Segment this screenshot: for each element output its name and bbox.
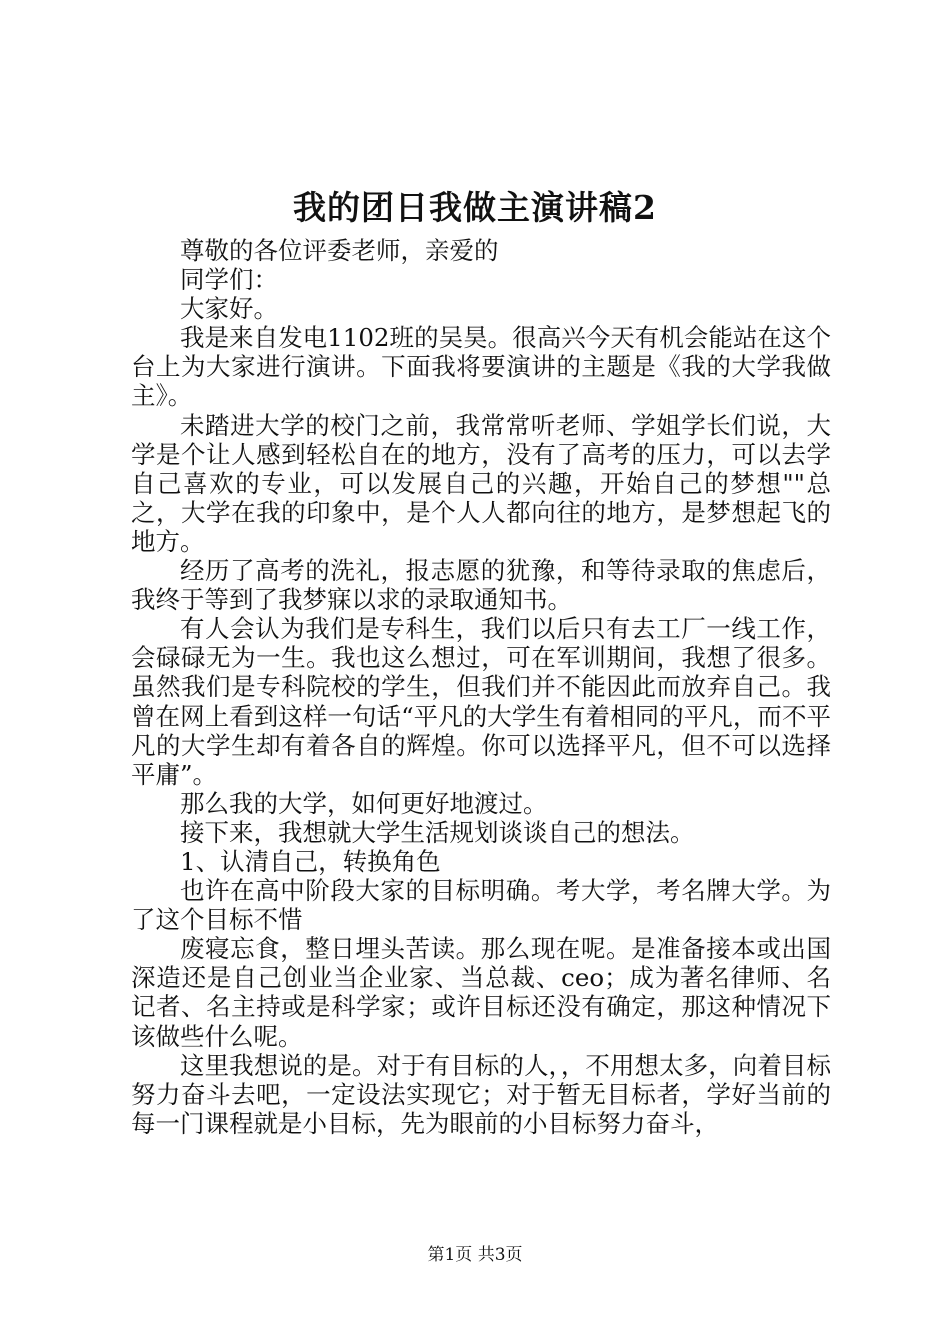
paragraph-salutation-cont: 同学们：	[180, 265, 278, 295]
paragraph-intro: 我是来自发电1102班的吴昊。很高兴今天有机会能站在这个台上为大家进行演讲。下面我将要演讲的主题是《我的大学我做主》。	[131, 323, 831, 411]
page-footer: 第1页 共3页	[427, 1245, 523, 1265]
paragraph-section-heading: 1、认清自己，转换角色	[180, 846, 441, 876]
paragraph-goals-cont: 废寝忘食，整日埋头苦读。那么现在呢。是准备接本或出国深造还是自己创业当企业家、当总裁、ceo；成为著名律师、名记者、名主持或是科学家；或许目标还没有确定，那这种情况下该做些什么呢。	[131, 934, 831, 1051]
paragraph-expectation: 未踏进大学的校门之前，我常常听老师、学姐学长们说，大学是个让人感到轻松自在的地方，没有了高考的压力，可以去学自己喜欢的专业，可以发展自己的兴趣，开始自己的梦想""总之，大学在我的印象中，是个人人都向往的地方，是梦想起飞的地方。	[131, 410, 831, 556]
paragraph-advice: 这里我想说的是。对于有目标的人，，不用想太多，向着目标努力奋斗去吧，一定设法实现它；对于暂无目标者，学好当前的每一门课程就是小目标，先为眼前的小目标努力奋斗，	[131, 1050, 831, 1138]
paragraph-goals: 也许在高中阶段大家的目标明确。考大学，考名牌大学。为了这个目标不惜	[131, 876, 831, 935]
document-body	[131, 236, 831, 1138]
paragraph-question: 那么我的大学，如何更好地渡过。	[180, 788, 548, 818]
document-title: 我的团日我做主演讲稿2	[293, 188, 657, 227]
paragraph-transition: 接下来，我想就大学生活规划谈谈自己的想法。	[180, 817, 695, 847]
paragraph-greeting: 大家好。	[180, 294, 278, 324]
paragraph-salutation: 尊敬的各位评委老师，亲爱的	[180, 236, 499, 265]
paragraph-reflection: 有人会认为我们是专科生，我们以后只有去工厂一线工作，会碌碌无为一生。我也这么想过，可在军训期间，我想了很多。虽然我们是专科院校的学生，但我们并不能因此而放弃自己。我曾在网上看到这样一句话“平凡的大学生有着相同的平凡，而不平凡的大学生却有着各自的辉煌。你可以选择平凡，但不可以选择平庸”。	[131, 614, 831, 789]
paragraph-admission: 经历了高考的洗礼，报志愿的犹豫，和等待录取的焦虑后，我终于等到了我梦寐以求的录取通知书。	[131, 556, 831, 615]
